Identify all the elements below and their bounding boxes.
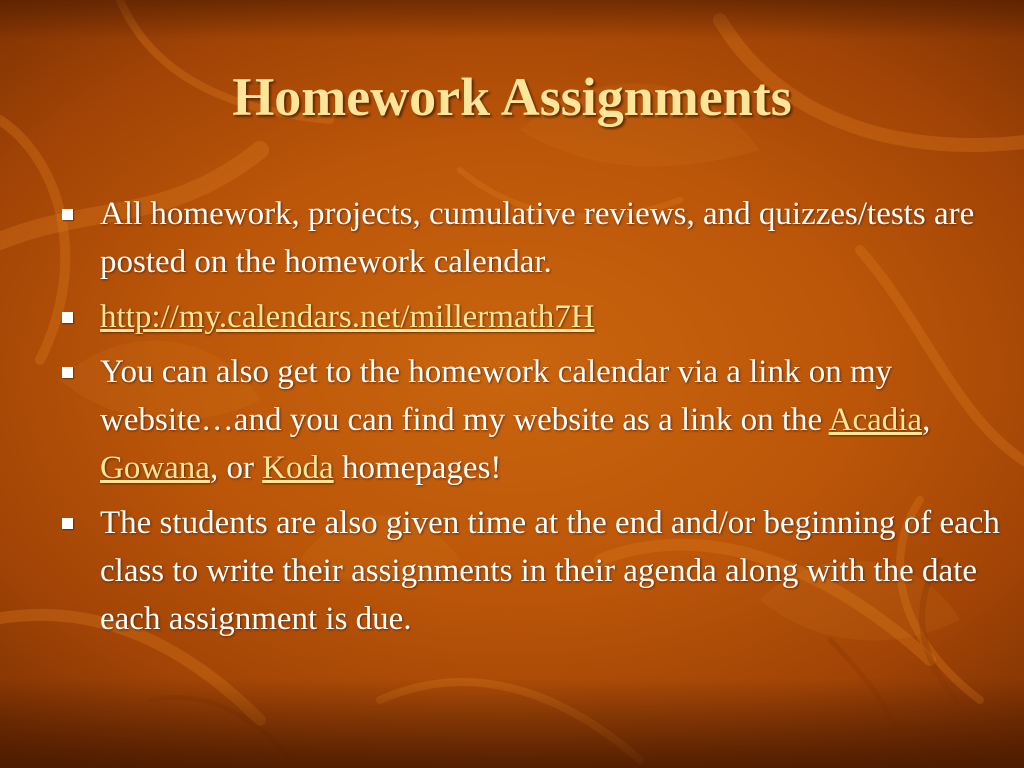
bullet-text: All homework, projects, cumulative reviews, and quizzes/tests are posted on the homework calendar. <box>100 196 975 280</box>
bullet-item <box>58 293 1008 341</box>
square-bullet-icon <box>62 312 73 323</box>
separator-text: , or <box>209 450 263 486</box>
bullet-item <box>58 499 1008 643</box>
koda-link[interactable]: Koda <box>262 450 334 486</box>
acadia-link[interactable]: Acadia <box>828 402 923 438</box>
square-bullet-icon <box>62 518 73 529</box>
bullet-text: You can also get to the homework calendar via a link on my website…and you can find my website as a link on the <box>100 354 893 438</box>
separator-text: , <box>922 402 931 438</box>
gowana-link[interactable]: Gowana <box>100 450 210 486</box>
bullet-item <box>58 190 1008 286</box>
bullet-text: The students are also given time at the end and/or beginning of each class to write their assignments in their agenda along with the date each assignment is due. <box>100 505 1000 637</box>
top-shade <box>0 0 1024 40</box>
square-bullet-icon <box>62 209 73 220</box>
square-bullet-icon <box>62 367 73 378</box>
bullet-text-end: homepages! <box>333 450 502 486</box>
bullet-list <box>58 190 1008 650</box>
slide-title: Homework Assignments <box>232 67 792 127</box>
bullet-item <box>58 348 1008 492</box>
calendar-link[interactable]: http://my.calendars.net/millermath7H <box>100 299 595 335</box>
bottom-shade <box>0 678 1024 768</box>
